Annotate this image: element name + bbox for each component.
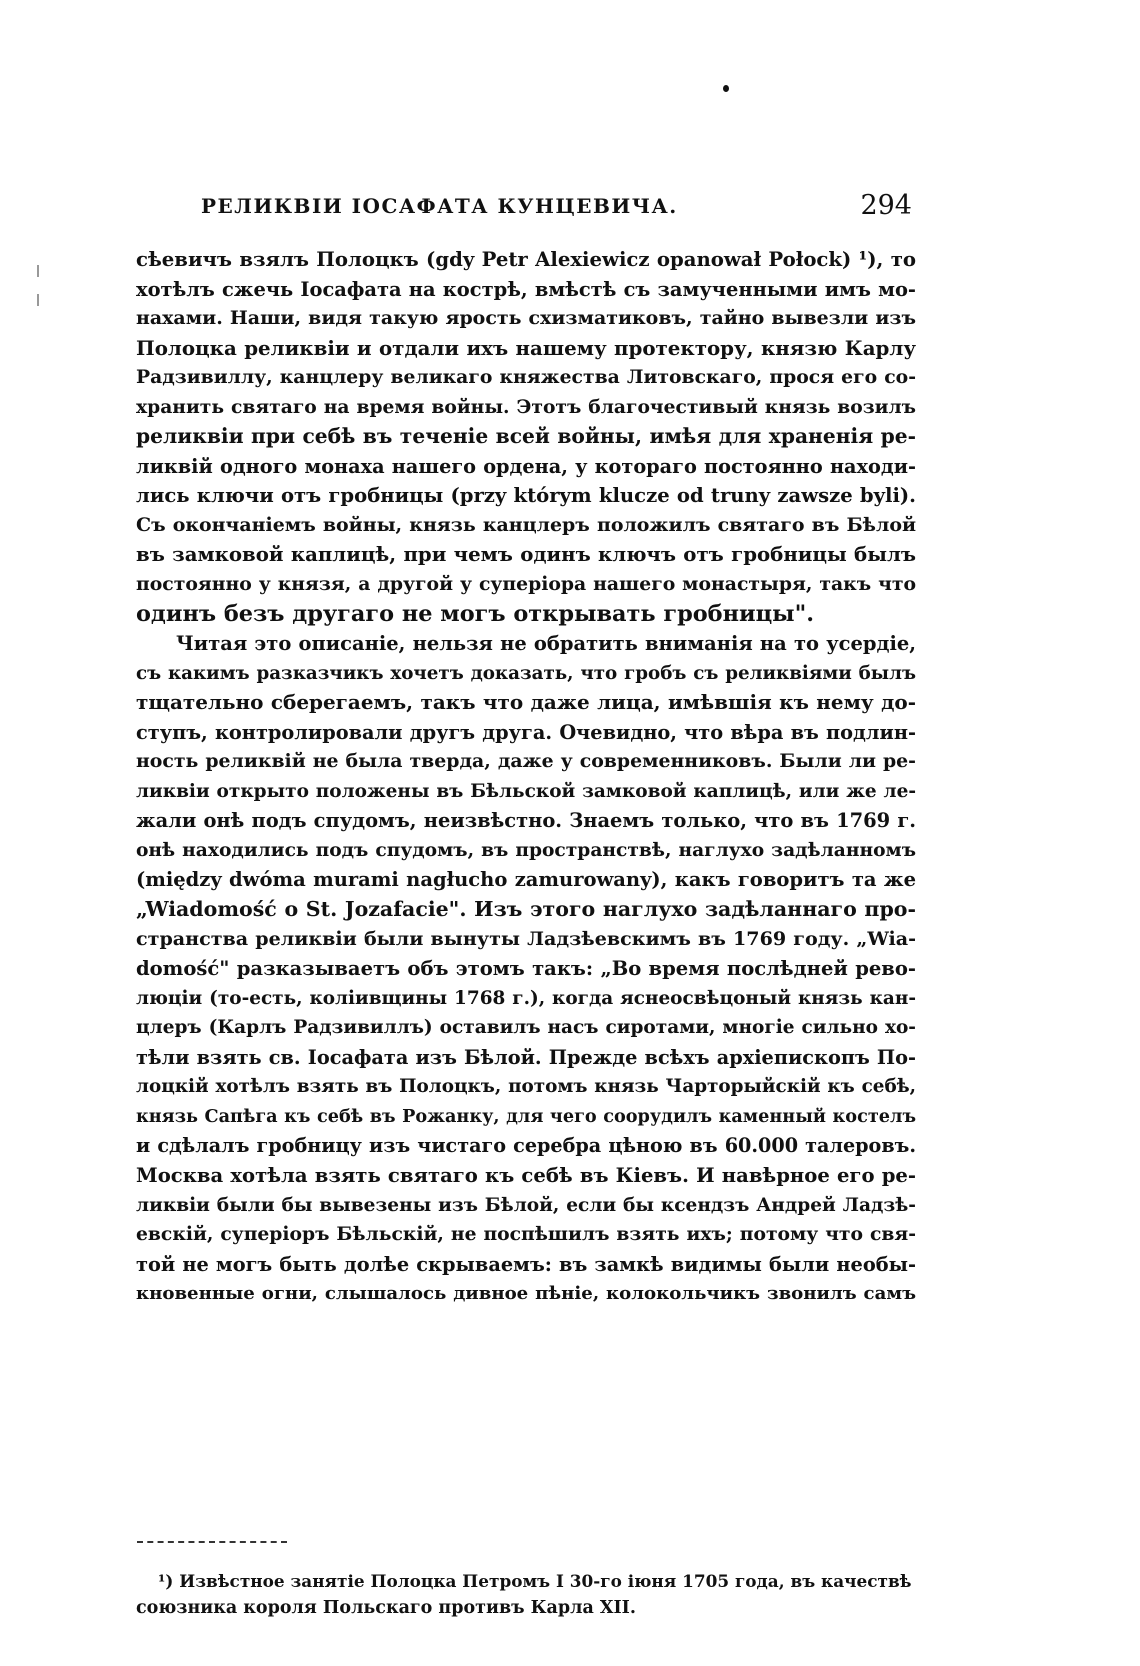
text-line: Полоцка реликвіи и отдали ихъ нашему протектору, князю Карлу (136, 335, 916, 360)
text-line: въ замковой каплицѣ, при чемъ одинъ ключъ отъ гробницы былъ (136, 542, 916, 567)
running-header (136, 190, 916, 226)
text-line: ступъ, контролировали другъ друга. Очевидно, что вѣра въ подлин- (136, 720, 916, 744)
text-line: сѣевичъ взялъ Полоцкъ (gdy Petr Alexiewicz opanował Połock) ¹), то (136, 248, 916, 271)
text-line: хотѣлъ сжечь Іосафата на кострѣ, вмѣстѣ съ замученными имъ мо- (136, 277, 916, 301)
text-line: онѣ находились подъ спудомъ, въ пространствѣ, наглухо задѣланномъ (136, 839, 916, 861)
text-line: одинъ безъ другаго не могъ открывать гробницы". (136, 600, 815, 627)
text-line: „Wiadomość o St. Jozafacie". Изъ этого наглухо задѣланнаго про- (136, 897, 916, 922)
paragraph-start-line: Читая это описаніе, нельзя не обратить вниманія на то усердіе, (176, 632, 916, 656)
text-line: ликвіи были бы вывезены изъ Бѣлой, если бы ксендзъ Андрей Ладзѣ- (136, 1194, 916, 1216)
text-line: и сдѣлалъ гробницу изъ чистаго серебра цѣною въ 60.000 талеровъ. (136, 1134, 916, 1158)
text-line: (między dwóma murami nagłucho zamurowany), какъ говоритъ та же (136, 868, 916, 892)
text-line: ность реликвій не была тверда, даже у современниковъ. Были ли ре- (136, 750, 916, 773)
text-line: лоцкій хотѣлъ взять въ Полоцкъ, потомъ князь Чарторыйскій къ себѣ, (136, 1076, 916, 1098)
footnote-divider (137, 1541, 287, 1543)
text-line: странства реликвіи были вынуты Ладзѣевскимъ въ 1769 году. „Wia- (136, 927, 916, 950)
text-line: лись ключи отъ гробницы (przy którym klucze od truny zawsze byli). (136, 484, 916, 508)
text-line: Съ окончаніемъ войны, князь канцлеръ положилъ святаго въ Бѣлой (136, 513, 916, 536)
text-line: съ какимъ разказчикъ хочетъ доказать, что гробъ съ реликвіями былъ (136, 662, 916, 684)
body-text (136, 245, 916, 1309)
text-line: Радзивиллу, канцлеру великаго княжества Литовскаго, прося его со- (136, 366, 916, 389)
text-line: тѣли взять св. Іосафата изъ Бѣлой. Прежде всѣхъ архіепископъ По- (136, 1045, 916, 1069)
text-line: Москва хотѣла взять святаго къ себѣ въ Кіевъ. И навѣрное его ре- (136, 1163, 916, 1187)
margin-mark (37, 265, 39, 277)
text-line: ликвій одного монаха нашего ордена, у котораго постоянно находи- (136, 454, 916, 478)
text-line: жали онѣ подъ спудомъ, неизвѣстно. Знаемъ только, что въ 1769 г. (136, 809, 916, 833)
text-line: цлеръ (Карлъ Радзивиллъ) оставилъ насъ сиротами, многіе сильно хо- (136, 1017, 916, 1039)
page-number: 294 (860, 190, 912, 221)
text-line: кновенные огни, слышалось дивное пѣніе, колокольчикъ звонилъ самъ (136, 1283, 916, 1305)
text-line: постоянно у князя, а другой у суперіора нашего монастыря, такъ что (136, 573, 916, 596)
footnote-line: ¹) Извѣстное занятіе Полоцка Петромъ I 30-го іюня 1705 года, въ качествѣ (158, 1571, 912, 1591)
text-line: domość" разказываетъ объ этомъ такъ: „Во время послѣдней рево- (136, 957, 916, 981)
text-line: евскій, суперіоръ Бѣльскій, не поспѣшилъ взять ихъ; потому что свя- (136, 1223, 916, 1246)
text-line: тщательно сберегаемъ, такъ что даже лица, имѣвшія къ нему до- (136, 690, 916, 715)
text-line: люціи (то-есть, коліивщины 1768 г.), когда яснеосвѣцоный князь кан- (136, 987, 916, 1009)
running-title: РЕЛИКВІИ ІОСАФАТА КУНЦЕВИЧА. (201, 194, 678, 218)
text-line: ликвіи открыто положены въ Бѣльской замковой каплицѣ, или же ле- (136, 780, 916, 802)
text-line: князь Сапѣга къ себѣ въ Рожанку, для чего соорудилъ каменный костелъ (136, 1105, 916, 1127)
margin-mark (37, 294, 39, 306)
ink-dot (723, 85, 729, 92)
footnote (136, 1568, 916, 1622)
text-line: реликвіи при себѣ въ теченіе всей войны, имѣя для храненія ре- (136, 424, 916, 449)
footnote-line: союзника короля Польскаго противъ Карла XII. (136, 1598, 636, 1618)
text-line: той не могъ быть долѣе скрываемъ: въ замкѣ видимы были необы- (136, 1252, 916, 1276)
text-line: нахами. Наши, видя такую ярость схизматиковъ, тайно вывезли изъ (136, 307, 916, 330)
text-line: хранить святаго на время войны. Этотъ благочестивый князь возилъ (136, 395, 916, 418)
